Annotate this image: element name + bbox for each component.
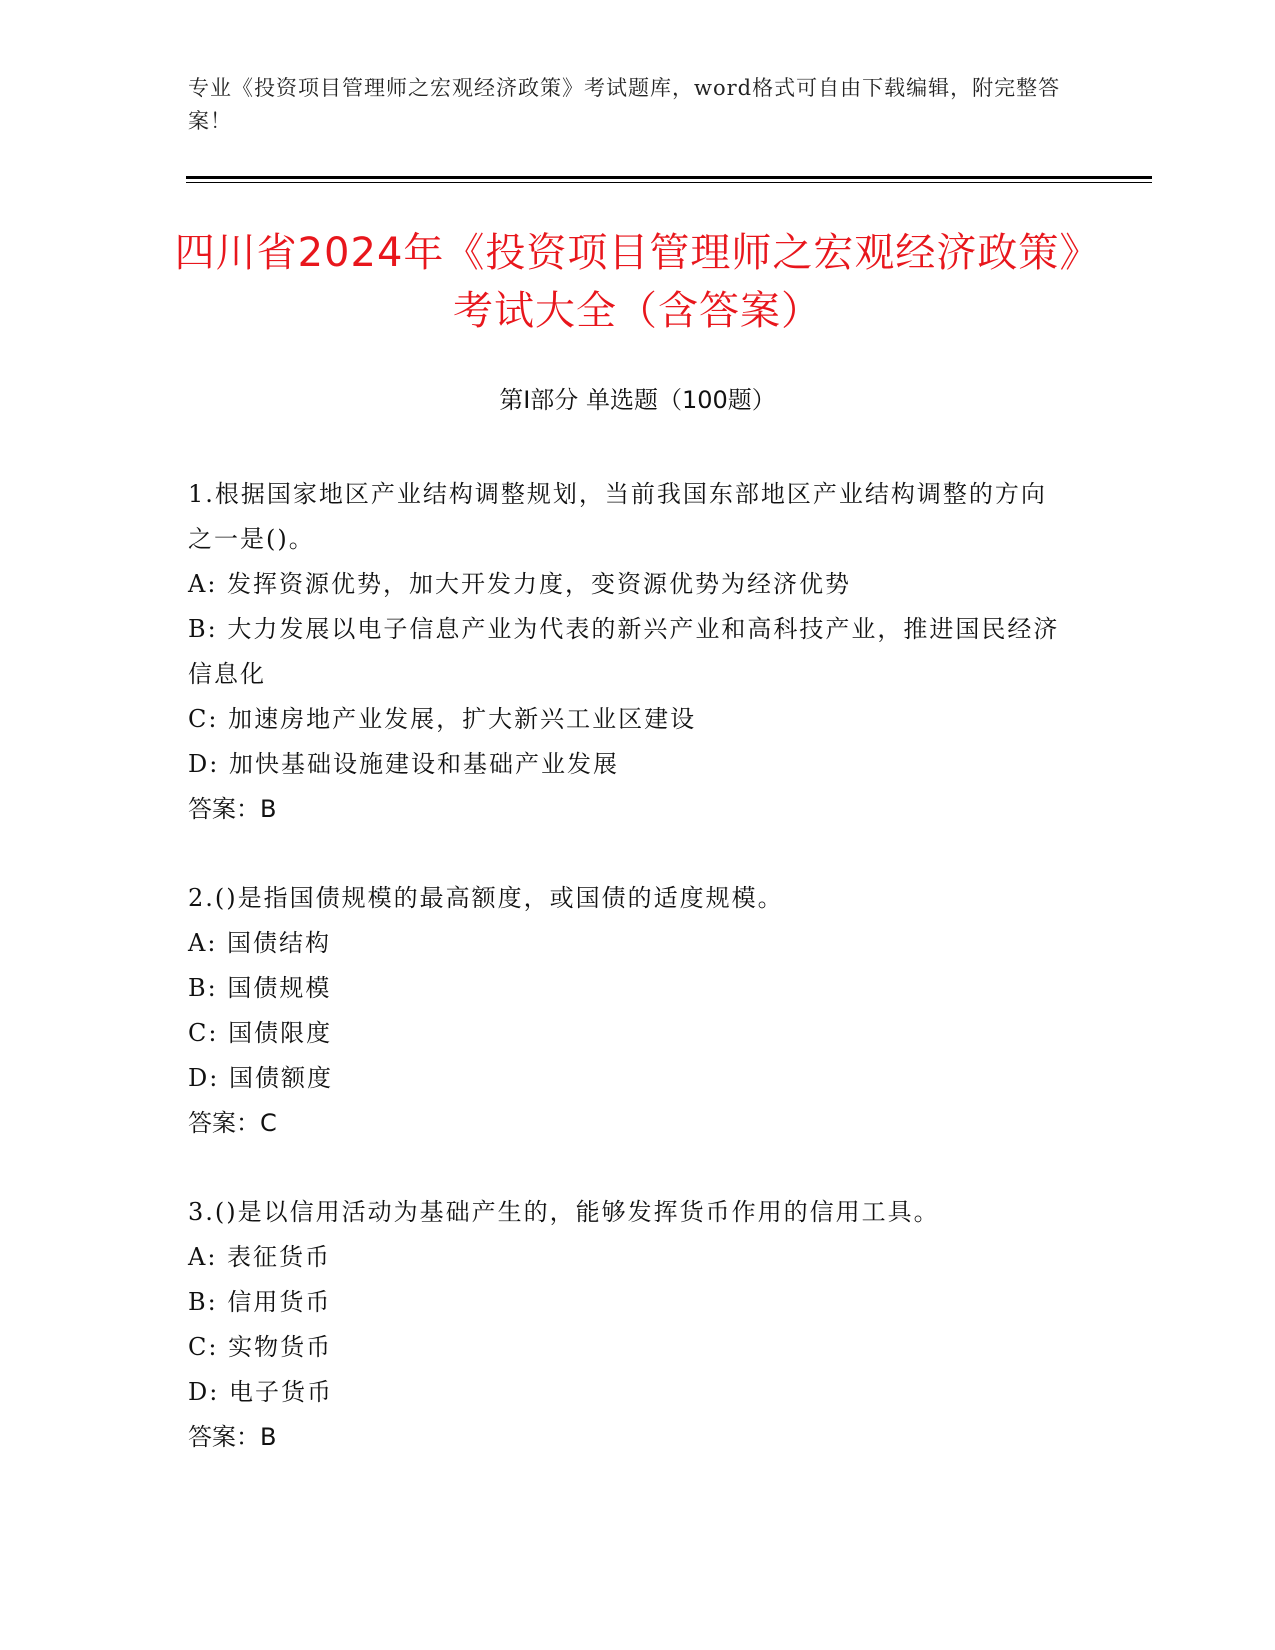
option-a: A: 发挥资源优势，加大开发力度，变资源优势为经济优势 — [188, 570, 852, 598]
option-a: A: 表征货币 — [188, 1243, 332, 1271]
question-3 — [188, 1190, 1068, 1460]
answer: 答案：B — [188, 795, 277, 823]
option-b: B: 信用货币 — [188, 1288, 332, 1316]
option-c: C: 实物货币 — [188, 1333, 333, 1361]
option-d: D: 电子货币 — [188, 1378, 333, 1406]
question-list — [188, 472, 1068, 1504]
header-note: 专业《投资项目管理师之宏观经济政策》考试题库，word格式可自由下载编辑，附完整答案！ — [188, 76, 1061, 133]
header-divider-thick — [186, 176, 1152, 179]
header-divider-thin — [186, 182, 1152, 183]
document-title: 四川省2024年《投资项目管理师之宏观经济政策》考试大全（含答案） — [174, 230, 1101, 334]
question-2 — [188, 876, 1068, 1146]
option-a: A: 国债结构 — [188, 929, 332, 957]
option-c: C: 国债限度 — [188, 1019, 333, 1047]
option-c: C: 加速房地产业发展，扩大新兴工业区建设 — [188, 705, 697, 733]
question-stem: 1.根据国家地区产业结构调整规划，当前我国东部地区产业结构调整的方向之一是()。 — [188, 480, 1047, 553]
section-title: 第I部分 单选题（100题） — [499, 386, 776, 414]
option-d: D: 加快基础设施建设和基础产业发展 — [188, 750, 619, 778]
question-stem: 3.()是以信用活动为基础产生的，能够发挥货币作用的信用工具。 — [188, 1198, 940, 1226]
question-1 — [188, 472, 1068, 832]
answer: 答案：C — [188, 1109, 277, 1137]
question-stem: 2.()是指国债规模的最高额度，或国债的适度规模。 — [188, 884, 784, 912]
option-d: D: 国债额度 — [188, 1064, 333, 1092]
option-b: B: 大力发展以电子信息产业为代表的新兴产业和高科技产业，推进国民经济信息化 — [188, 615, 1060, 688]
answer: 答案：B — [188, 1423, 277, 1451]
option-b: B: 国债规模 — [188, 974, 332, 1002]
